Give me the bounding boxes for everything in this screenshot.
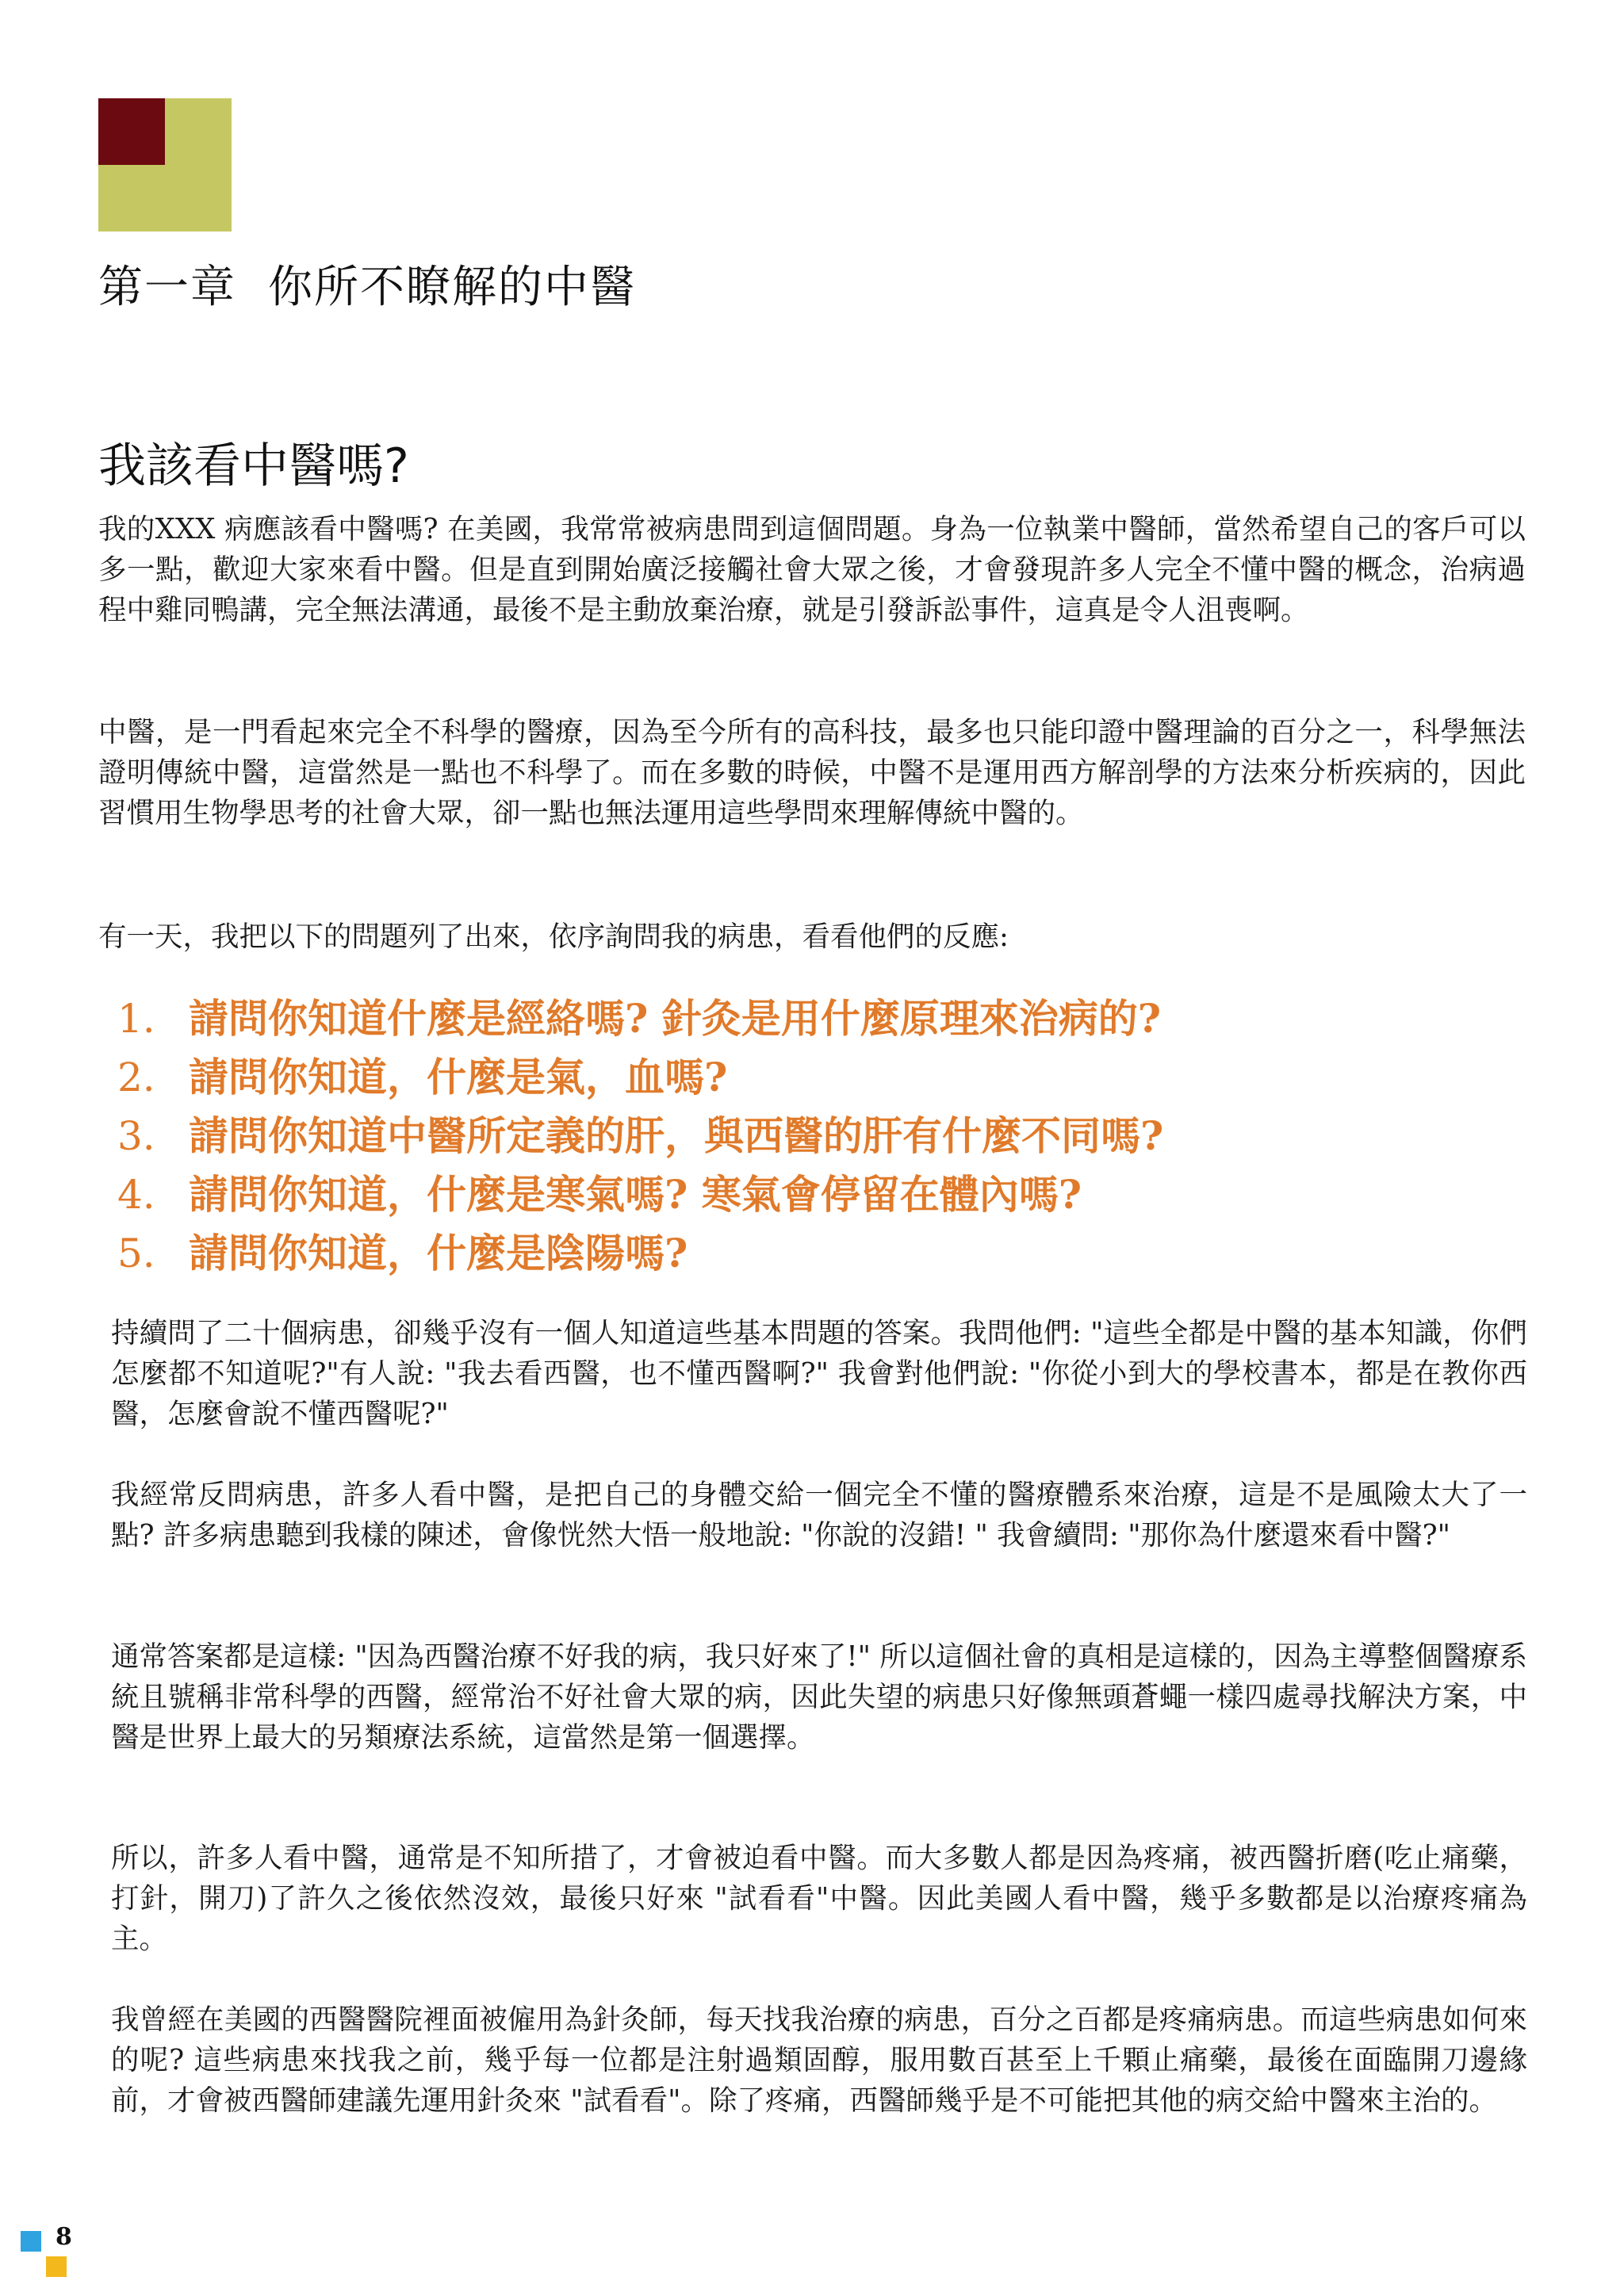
paragraph-typical-answer: 通常答案都是這樣: "因為西醫治療不好我的病，我只好來了!" 所以這個社會的真相是這樣的，因為主導整個醫療系統且號稱非常科學的西醫，經常治不好社會大眾的病，因此失望的病患只好像無頭蒼蠅一樣四處尋找解決方案，中醫是世界上最大的另類療法系統，這當然是第一個選擇。	[111, 1640, 1527, 1754]
question-number: 4.	[117, 1172, 155, 1218]
question-number: 1.	[117, 996, 155, 1042]
question-number: 2.	[117, 1054, 155, 1100]
section-title: 我該看中醫嗎?	[98, 438, 409, 494]
marker-blue-square	[21, 2231, 41, 2252]
question-item	[117, 1224, 1529, 1283]
question-list	[117, 989, 1529, 1283]
marker-yellow-square	[46, 2256, 67, 2277]
question-number: 3.	[117, 1113, 155, 1159]
paragraph-science: 中醫，是一門看起來完全不科學的醫療，因為至今所有的高科技，最多也只能印證中醫理論的百分之一，科學無法證明傳統中醫，這當然是一點也不科學了。而在多數的時候，中醫不是運用西方解剖學的方法來分析疾病的，因此習慣用生物學思考的社會大眾，卻一點也無法運用這些學問來理解傳統中醫的。	[98, 716, 1526, 829]
question-text: 請問你知道，什麼是陰陽嗎?	[189, 1230, 688, 1276]
paragraph-risk: 我經常反問病患，許多人看中醫，是把自己的身體交給一個完全不懂的醫療體系來治療，這是不是風險太大了一點? 許多病患聽到我樣的陳述，會像恍然大悟一般地說: "你說的沒錯! " 我會續問: "那你為什麼還來看中醫?"	[111, 1479, 1527, 1552]
question-text: 請問你知道，什麼是氣，血嗎?	[189, 1054, 728, 1100]
page-number: 8	[56, 2223, 72, 2251]
paragraph-hospital: 我曾經在美國的西醫醫院裡面被僱用為針灸師，每天找我治療的病患，百分之百都是疼痛病患。而這些病患如何來的呢? 這些病患來找我之前，幾乎每一位都是注射過類固醇，服用數百甚至上千顆止痛藥，最後在面臨開刀邊緣前，才會被西醫師建議先運用針灸來 "試看看"。除了疼痛，西醫師幾乎是不可能把其他的病交給中醫來主治的。	[111, 2003, 1527, 2117]
paragraph-question-lead: 有一天，我把以下的問題列了出來，依序詢問我的病患，看看他們的反應:	[98, 920, 1009, 953]
question-item	[117, 1107, 1529, 1165]
paragraph-survey-result: 持續問了二十個病患，卻幾乎沒有一個人知道這些基本問題的答案。我問他們: "這些全都是中醫的基本知識，你們怎麼都不知道呢?"有人說: "我去看西醫，也不懂西醫啊?" 我會對他們說: "你從小到大的學校書本，都是在教你西醫，怎麼會說不懂西醫呢?"	[111, 1317, 1527, 1430]
chapter-logo	[98, 98, 232, 232]
question-text: 請問你知道中醫所定義的肝，與西醫的肝有什麼不同嗎?	[189, 1112, 1164, 1159]
chapter-title	[98, 252, 636, 316]
question-text: 請問你知道，什麼是寒氣嗎? 寒氣會停留在體內嗎?	[189, 1171, 1082, 1218]
chapter-label: 第一章	[98, 262, 236, 313]
logo-inner-square	[98, 98, 165, 165]
chapter-name: 你所不瞭解的中醫	[268, 262, 636, 313]
question-item	[117, 989, 1529, 1048]
question-item	[117, 1165, 1529, 1224]
question-item	[117, 1048, 1529, 1107]
question-number: 5.	[117, 1230, 155, 1276]
paragraph-intro: 我的XXX 病應該看中醫嗎? 在美國，我常常被病患問到這個問題。身為一位執業中醫師，當然希望自己的客戶可以多一點，歡迎大家來看中醫。但是直到開始廣泛接觸社會大眾之後，才會發現許多人完全不懂中醫的概念，治病過程中雞同鴨講，完全無法溝通，最後不是主動放棄治療，就是引發訴訟事件，這真是令人沮喪啊。	[98, 513, 1526, 626]
question-text: 請問你知道什麼是經絡嗎? 針灸是用什麼原理來治病的?	[189, 995, 1161, 1042]
paragraph-pain: 所以，許多人看中醫，通常是不知所措了，才會被迫看中醫。而大多數人都是因為疼痛，被西醫折磨(吃止痛藥，打針，開刀)了許久之後依然沒效，最後只好來 "試看看"中醫。因此美國人看中醫，幾乎多數都是以治療疼痛為主。	[111, 1842, 1527, 1955]
